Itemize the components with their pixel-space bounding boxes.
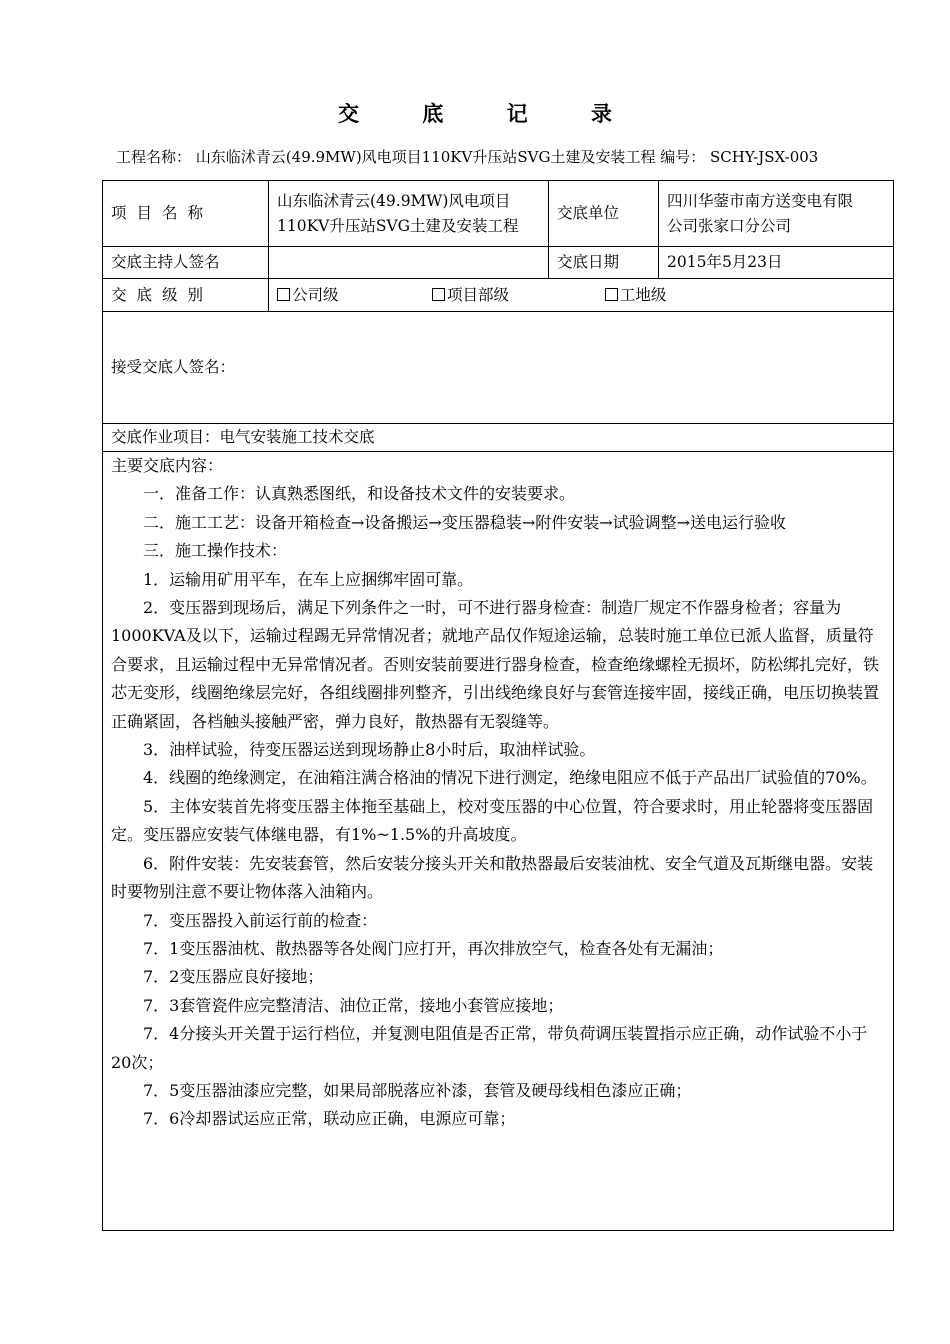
document-number-label: 编号： bbox=[660, 148, 706, 166]
briefing-unit-value bbox=[659, 181, 894, 247]
content-heading: 主要交底内容： bbox=[111, 456, 224, 475]
content-row bbox=[103, 452, 894, 1231]
level-row bbox=[103, 279, 894, 312]
content-paragraph: 二．施工工艺：设备开箱检查→设备搬运→变压器稳装→附件安装→试验调整→送电运行验收 bbox=[143, 512, 787, 532]
briefing-unit-line1: 四川华蓥市南方送变电有限 bbox=[667, 191, 854, 210]
host-signature-field[interactable] bbox=[269, 247, 549, 279]
project-name-line1: 山东临沭青云(49.9MW)风电项目 bbox=[277, 191, 511, 210]
content-paragraph: 2．变压器到现场后，满足下列条件之一时，可不进行器身检查：制造厂规定不作器身检者；容量为1000KVA及以下，运输过程踢无异常情况者；就地产品仅作短途运输，总装时施工单位已派人监督，质量符合要求，且运输过程中无异常情况者。否则安装前要进行器身检查，检查绝缘螺栓无损坏，防松绑扎完好，铁芯无变形，线圈绝缘层完好，各组线圈排列整齐，引出线绝缘良好与套管连接牢固，接线正确，电压切换装置正确紧固，各档触头接触严密，弹力良好，散热器有无裂缝等。 bbox=[111, 598, 880, 731]
host-signature-label: 交底主持人签名 bbox=[103, 247, 269, 279]
briefing-level-label: 交底级别 bbox=[103, 279, 269, 312]
briefing-unit-line2: 公司张家口分公司 bbox=[667, 216, 792, 235]
document-number-value: SCHY-JSX-003 bbox=[710, 148, 819, 166]
level-option-site[interactable]: 工地级 bbox=[605, 283, 667, 308]
level-option-project-dept[interactable]: 项目部级 bbox=[432, 283, 600, 308]
content-paragraph: 6．附件安装：先安装套管，然后安装分接头开关和散热器最后安装油枕、安全气道及瓦斯继电器。安装时要物别注意不要让物体落入油箱内。 bbox=[111, 853, 874, 902]
project-name-line2: 110KV升压站SVG土建及安装工程 bbox=[277, 216, 519, 235]
receiver-row bbox=[103, 312, 894, 424]
main-content bbox=[111, 452, 885, 1134]
receiver-signature-field[interactable] bbox=[103, 312, 894, 424]
project-name-label: 工程名称： bbox=[116, 148, 192, 166]
content-paragraph: 7．1变压器油枕、散热器等各处阀门应打开，再次排放空气，检查各处有无漏油； bbox=[143, 938, 724, 958]
content-paragraph: 三．施工操作技术： bbox=[143, 541, 288, 561]
project-meta-line bbox=[116, 146, 896, 167]
main-content-cell bbox=[103, 452, 894, 1231]
checkbox-icon bbox=[277, 288, 290, 301]
work-item-label: 交底作业项目：电气安装施工技术交底 bbox=[103, 424, 894, 452]
project-name-cell-value bbox=[269, 181, 549, 247]
receiver-signature-label: 接受交底人签名： bbox=[111, 358, 236, 377]
checkbox-icon bbox=[432, 288, 445, 301]
briefing-level-options bbox=[269, 279, 894, 312]
checkbox-icon bbox=[605, 288, 618, 301]
briefing-date-label: 交底日期 bbox=[549, 247, 659, 279]
briefing-record-table bbox=[102, 180, 894, 1231]
project-row bbox=[103, 181, 894, 247]
project-name-value: 山东临沭青云(49.9MW)风电项目110KV升压站SVG土建及安装工程 bbox=[195, 148, 656, 166]
content-paragraph: 7．2变压器应良好接地； bbox=[143, 967, 324, 987]
level-option-company[interactable]: 公司级 bbox=[277, 283, 427, 308]
content-paragraph: 7．4分接头开关置于运行档位，并复测电阻值是否正常，带负荷调压装置指示应正确，动作试验不小于20次； bbox=[111, 1024, 868, 1072]
briefing-unit-label: 交底单位 bbox=[549, 181, 659, 247]
content-paragraph: 1．运输用矿用平车，在车上应捆绑牢固可靠。 bbox=[143, 569, 474, 589]
content-paragraph: 7．变压器投入前运行前的检查： bbox=[143, 910, 378, 930]
content-paragraph: 7．6冷却器试运应正常，联动应正确，电源应可靠； bbox=[143, 1109, 516, 1129]
work-item-row bbox=[103, 424, 894, 452]
content-paragraph: 4．线圈的绝缘测定，在油箱注满合格油的情况下进行测定，绝缘电阻应不低于产品出厂试验值的70%。 bbox=[143, 768, 877, 788]
briefing-date-value: 2015年5月23日 bbox=[659, 247, 894, 279]
content-paragraph: 7．3套管瓷件应完整清洁、油位正常，接地小套管应接地； bbox=[143, 995, 564, 1015]
host-row bbox=[103, 247, 894, 279]
project-name-cell-label: 项目名称 bbox=[103, 181, 269, 247]
content-paragraph: 一．准备工作：认真熟悉图纸，和设备技术文件的安装要求。 bbox=[143, 484, 576, 504]
content-paragraph: 3．油样试验，待变压器运送到现场静止8小时后，取油样试验。 bbox=[143, 740, 596, 760]
content-paragraph: 7．5变压器油漆应完整，如果局部脱落应补漆，套管及硬母线相色漆应正确； bbox=[143, 1080, 692, 1100]
content-paragraph: 5．主体安装首先将变压器主体拖至基础上，校对变压器的中心位置，符合要求时，用止轮器将变压器固定。变压器应安装气体继电器，有1%~1.5%的升高坡度。 bbox=[111, 796, 874, 845]
page-title: 交 底 记 录 bbox=[338, 101, 640, 126]
